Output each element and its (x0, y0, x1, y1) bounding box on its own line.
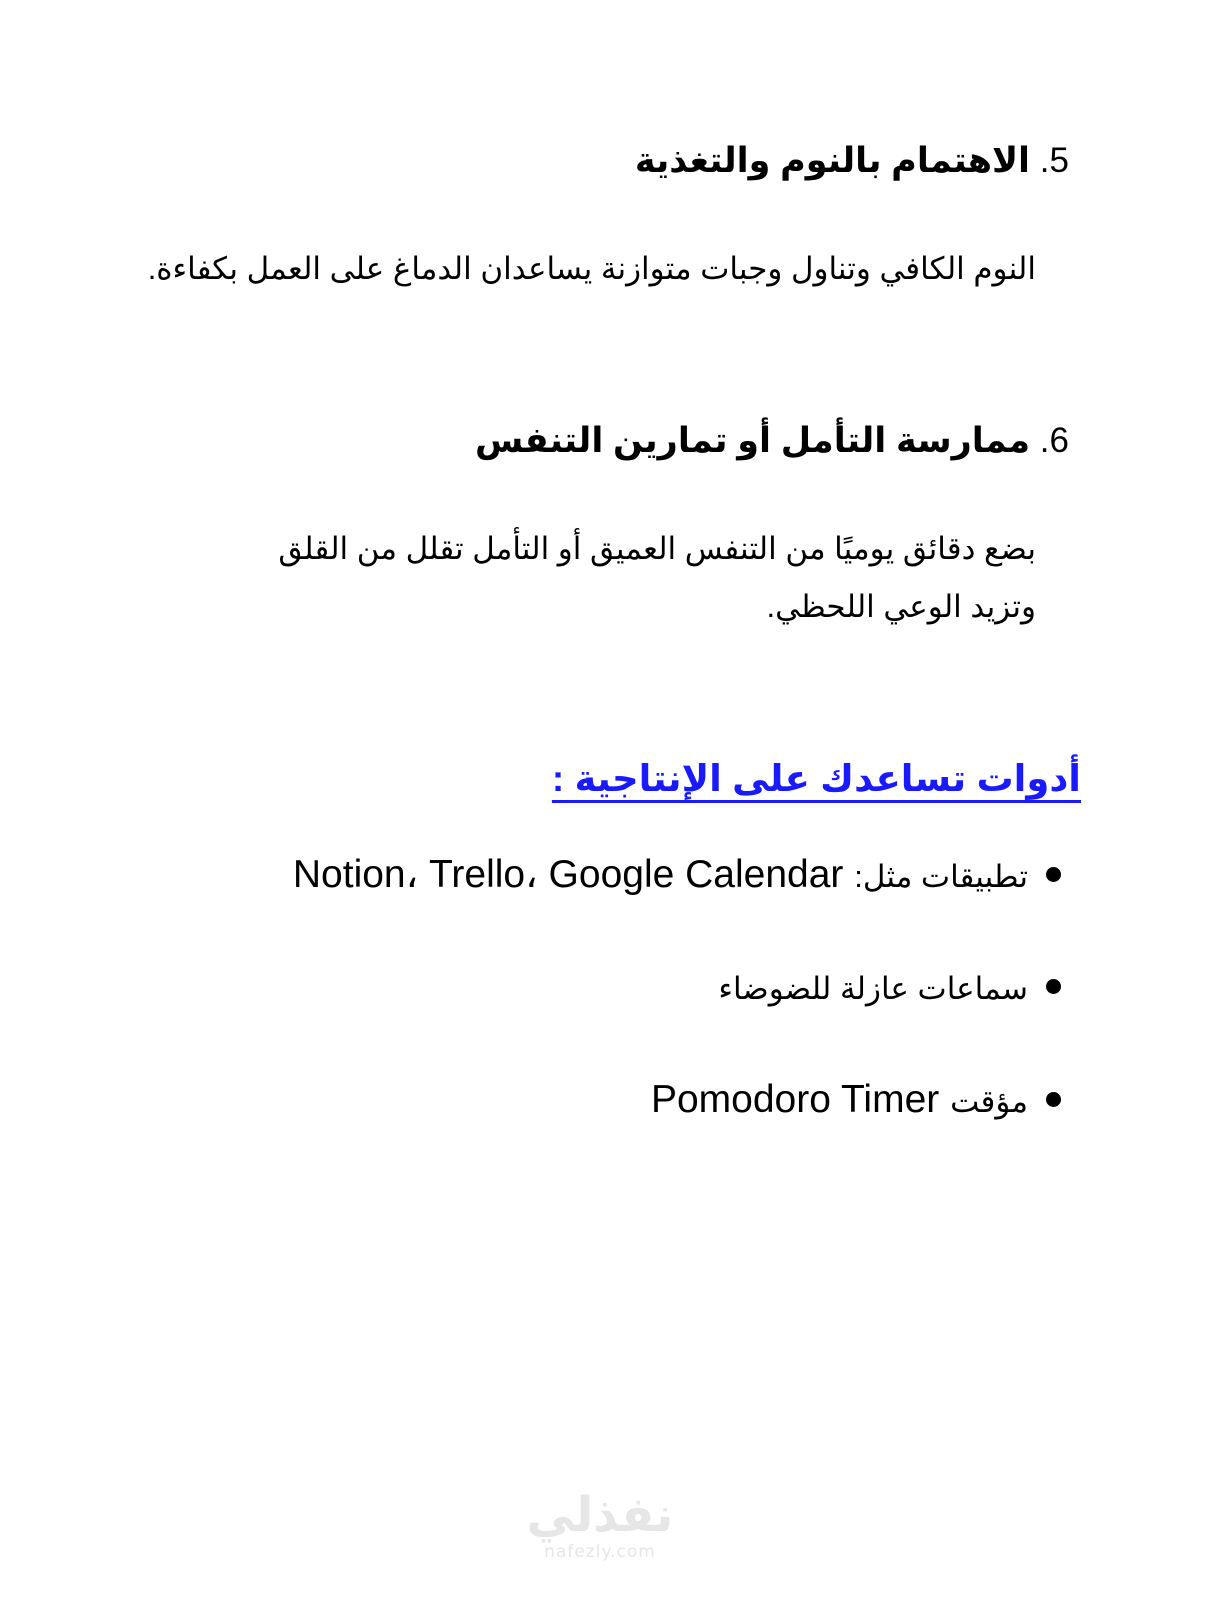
watermark-arabic: نفذلي (526, 1489, 674, 1542)
watermark-latin: nafezly.com (544, 1542, 656, 1562)
tools-list-item (718, 967, 1061, 1006)
section-6-paragraph: بضع دقائق يوميًا من التنفس العميق أو التأمل تقلل من القلق وتزيد الوعي اللحظي. (278, 531, 1036, 624)
bullet-icon (1046, 979, 1061, 994)
tools-item-3-latin: Pomodoro Timer (650, 1078, 940, 1121)
tools-list-item (651, 1080, 1061, 1119)
tools-item-1-arabic: تطبيقات مثل: (854, 859, 1028, 894)
bullet-icon (1046, 867, 1061, 882)
tools-item-3-arabic: مؤقت (950, 1084, 1028, 1119)
section-6-number: 6. (1039, 421, 1069, 460)
section-5-heading (635, 143, 1069, 178)
tools-heading: أدوات تساعدك على الإنتاجية : (551, 758, 1081, 799)
section-5-number: 5. (1039, 141, 1069, 180)
tools-list-item (293, 855, 1061, 894)
tools-item-1-latin: Notion، Trello، Google Calendar (292, 853, 844, 896)
section-5-paragraph: النوم الكافي وتناول وجبات متوازنة يساعدان الدماغ على العمل بكفاءة. (147, 251, 1036, 286)
nafezly-watermark (520, 1490, 680, 1562)
tools-item-2-arabic: سماعات عازلة للضوضاء (718, 971, 1028, 1006)
section-6-title: ممارسة التأمل أو تمارين التنفس (474, 421, 1031, 460)
section-5-title: الاهتمام بالنوم والتغذية (634, 141, 1031, 180)
section-6-heading (475, 423, 1069, 458)
bullet-icon (1046, 1092, 1061, 1107)
